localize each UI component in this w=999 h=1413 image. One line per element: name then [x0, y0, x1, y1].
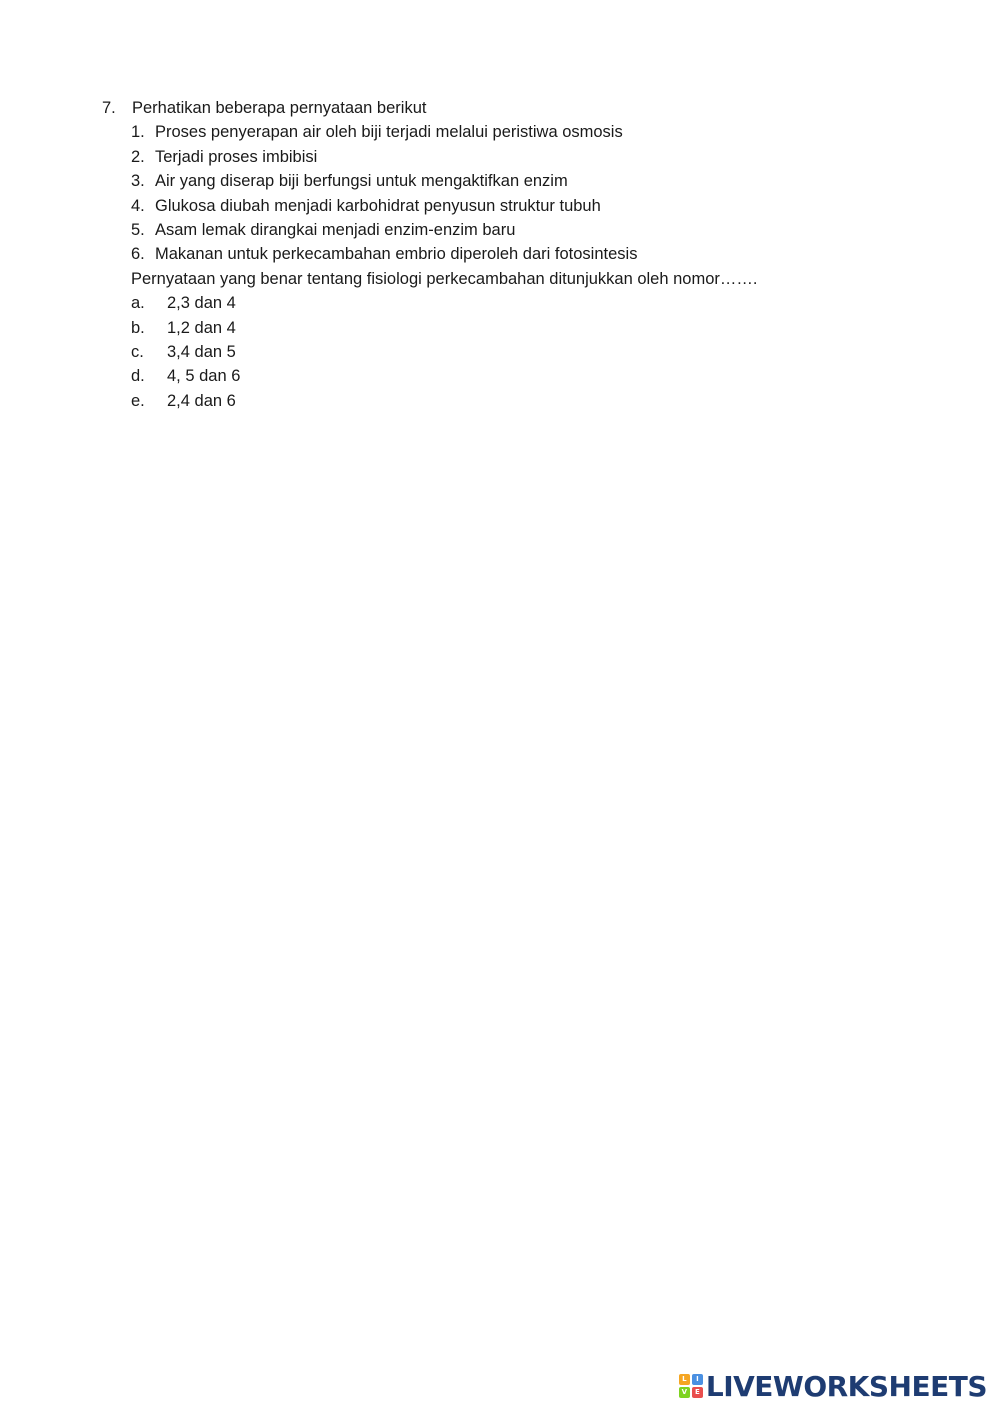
liveworksheets-logo — [679, 1369, 987, 1403]
statement-number: 5. — [131, 220, 145, 239]
statement-number: 3. — [131, 172, 145, 191]
question-prompt: Pernyataan yang benar tentang fisiologi perkecambahan ditunjukkan oleh nomor……. — [131, 269, 758, 288]
answer-option-b[interactable] — [102, 316, 902, 340]
option-text: 2,3 dan 4 — [167, 294, 236, 313]
statement-text: Makanan untuk perkecambahan embrio diperoleh dari fotosintesis — [155, 245, 638, 264]
statement-item — [102, 218, 902, 242]
statement-text: Proses penyerapan air oleh biji terjadi melalui peristiwa osmosis — [155, 123, 623, 142]
logo-text: LIVEWORKSHEETS — [705, 1369, 987, 1403]
question-7 — [102, 96, 902, 413]
statement-text: Glukosa diubah menjadi karbohidrat penyusun struktur tubuh — [155, 196, 601, 215]
option-text: 4, 5 dan 6 — [167, 367, 241, 386]
answer-option-e[interactable] — [102, 389, 902, 413]
option-text: 1,2 dan 4 — [167, 318, 236, 337]
logo-mark-tile: I — [692, 1374, 703, 1385]
answer-option-a[interactable] — [102, 291, 902, 315]
option-letter: e. — [131, 391, 145, 410]
option-letter: a. — [131, 294, 145, 313]
logo-mark-tile: L — [679, 1374, 690, 1385]
option-text: 2,4 dan 6 — [167, 391, 236, 410]
logo-mark-tile: V — [679, 1387, 690, 1398]
option-letter: b. — [131, 318, 145, 337]
statement-text: Terjadi proses imbibisi — [155, 147, 318, 166]
question-header — [102, 96, 902, 120]
statement-item — [102, 194, 902, 218]
logo-mark-tile: E — [692, 1387, 703, 1398]
question-number: 7. — [102, 99, 116, 117]
answer-option-d[interactable] — [102, 364, 902, 388]
statement-item — [102, 120, 902, 144]
question-title: Perhatikan beberapa pernyataan berikut — [132, 99, 427, 117]
liveworksheets-logo-icon — [679, 1374, 703, 1398]
statement-number: 6. — [131, 245, 145, 264]
option-letter: c. — [131, 342, 144, 361]
statement-item — [102, 242, 902, 266]
statement-text: Asam lemak dirangkai menjadi enzim-enzim baru — [155, 220, 516, 239]
statement-item — [102, 145, 902, 169]
statement-text: Air yang diserap biji berfungsi untuk mengaktifkan enzim — [155, 172, 568, 191]
statement-item — [102, 169, 902, 193]
option-letter: d. — [131, 367, 145, 386]
statement-number: 4. — [131, 196, 145, 215]
statement-number: 1. — [131, 123, 145, 142]
statement-number: 2. — [131, 147, 145, 166]
answer-option-c[interactable] — [102, 340, 902, 364]
option-text: 3,4 dan 5 — [167, 342, 236, 361]
